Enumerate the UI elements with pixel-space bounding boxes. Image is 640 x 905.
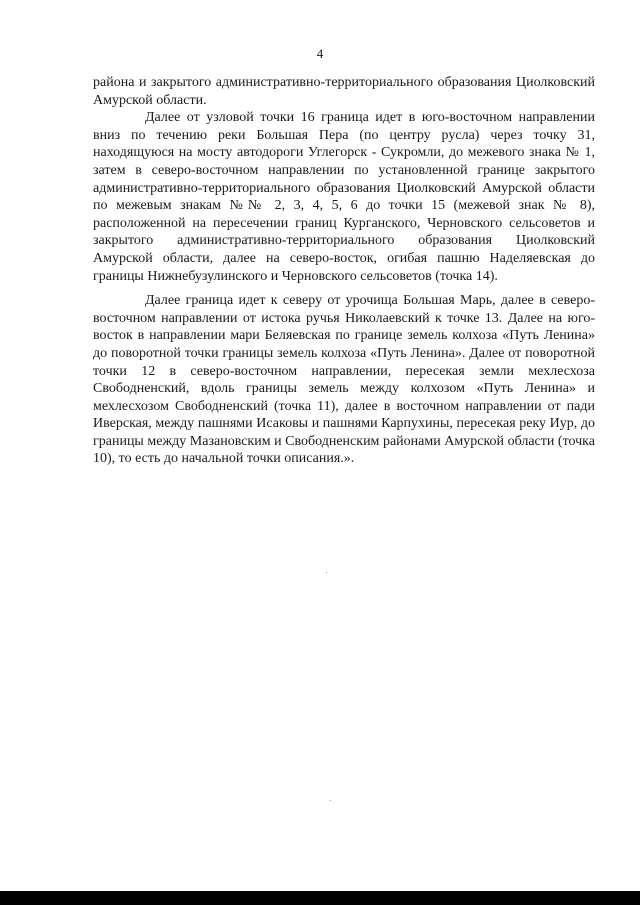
paragraph-1: района и закрытого административно-территориального образования Циолковский Амурской области. <box>93 75 595 108</box>
page-number: 4 <box>316 46 324 61</box>
paragraph-3: Далее граница идет к северу от урочища Большая Марь, далее в северо-восточном направлении от истока ручья Николаевский к точке 13. Далее на юго-восток в направлении мари Беляевская по границе земель колхоза «Путь Ленина» до поворотной точки границы земель колхоза «Путь Ленина». Далее от поворотной точки 12 в северо-восточном направлении, пересекая земли мехлесхоза Свободненский, вдоль границы земель между колхозом «Путь Ленина» и мехлесхозом Свободненский (точка 11), далее в восточном направлении от пади Иверская, между пашнями Исаковы и пашнями Карпухины, пересекая реку Иур, до границы между Мазановским и Свободненским районами Амурской области (точка 10), то есть до начальной точки описания.». <box>93 293 595 467</box>
scan-speck <box>330 800 331 801</box>
paragraph-2: Далее от узловой точки 16 граница идет в юго-восточном направлении вниз по течению реки Большая Пера (по центру русла) через точку 31, находящуюся на мосту автодороги Углегорск - Сукромли, до межевого знака № 1, затем в северо-восточном направлении по установленной границе закрытого административно-территориального образования Циолковский Амурской области по межевым знакам №№ 2, 3, 4, 5, 6 до точки 15 (межевой знак № 8), расположенной на пересечении границ Курганского, Черновского сельсоветов и закрытого административно-территориального образования Циолковский Амурской области, далее на северо-восток, огибая пашню Наделяевская до границы Нижнебузулинского и Черновского сельсоветов (точка 14). <box>93 110 595 284</box>
document-body <box>93 74 595 468</box>
scan-speck <box>326 572 327 573</box>
scan-bottom-border <box>0 891 640 905</box>
